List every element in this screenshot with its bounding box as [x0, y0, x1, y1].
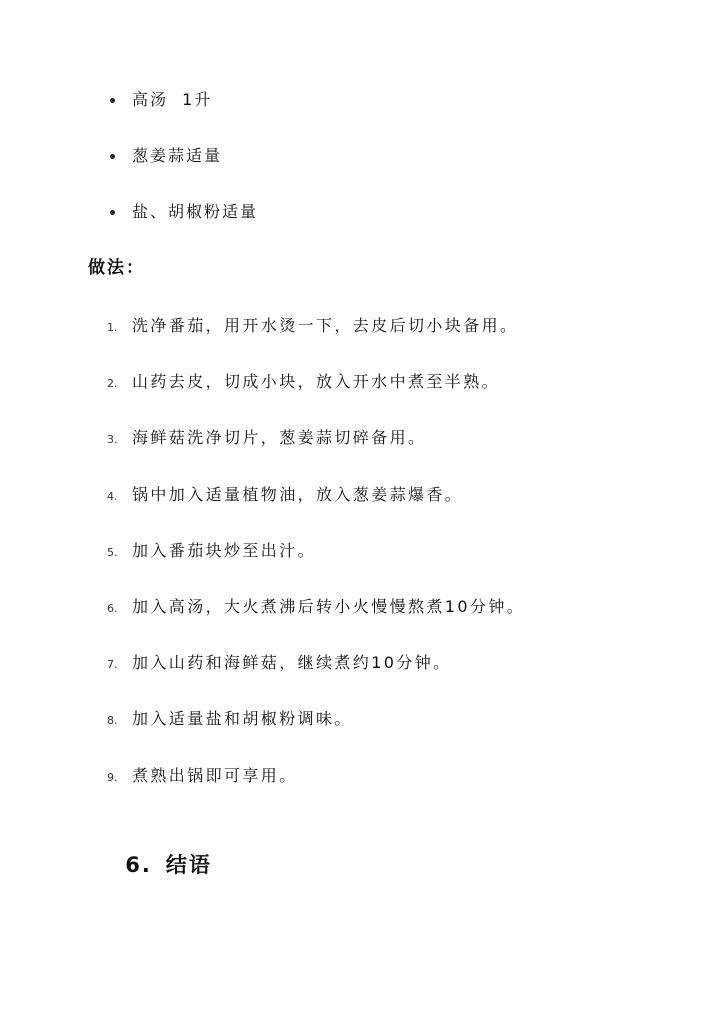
- list-item: [0, 649, 720, 705]
- step-number: 6.: [107, 601, 118, 615]
- list-item: [0, 762, 720, 818]
- list-item: [0, 142, 720, 198]
- step-text: 洗净番茄，用开水烫一下，去皮后切小块备用。: [132, 316, 519, 335]
- list-item: [0, 537, 720, 593]
- step-number: 5.: [107, 545, 118, 559]
- section-number: 6.: [125, 853, 152, 877]
- step-number: 8.: [107, 714, 118, 728]
- step-number: 1.: [107, 321, 118, 334]
- list-item: [0, 481, 720, 537]
- ingredient-text: 盐、胡椒粉适量: [132, 202, 259, 221]
- list-item: [0, 368, 720, 424]
- list-item: [0, 705, 720, 761]
- ingredient-text: 葱姜蒜适量: [132, 146, 223, 165]
- step-number: 9.: [107, 770, 118, 784]
- step-text: 加入高汤，大火煮沸后转小火慢慢熬煮10分钟。: [132, 596, 526, 616]
- step-text: 加入适量盐和胡椒粉调味。: [132, 709, 353, 729]
- ingredient-text: 高汤 1升: [132, 90, 213, 109]
- bullet-icon: [110, 154, 115, 159]
- bullet-icon: [110, 210, 115, 215]
- list-item: [0, 424, 720, 480]
- list-item: [0, 312, 720, 368]
- step-text: 锅中加入适量植物油，放入葱姜蒜爆香。: [132, 484, 464, 504]
- step-number: 3.: [107, 433, 118, 447]
- step-text: 山药去皮，切成小块，放入开水中煮至半熟。: [132, 372, 501, 392]
- step-text: 加入番茄块炒至出汁。: [132, 540, 317, 560]
- section-heading: [88, 814, 212, 916]
- step-text: 海鲜菇洗净切片，葱姜蒜切碎备用。: [132, 428, 427, 448]
- list-item: [0, 593, 720, 649]
- ingredient-list: [0, 86, 720, 254]
- list-item: [0, 198, 720, 254]
- step-text: 煮熟出锅即可享用。: [132, 765, 298, 785]
- bullet-icon: [110, 98, 115, 103]
- step-number: 2.: [107, 377, 118, 391]
- step-text: 加入山药和海鲜菇，继续煮约10分钟。: [132, 653, 452, 673]
- method-heading: 做法：: [88, 258, 145, 278]
- section-title: 结语: [165, 853, 212, 877]
- steps-list: [0, 312, 720, 818]
- step-number: 4.: [107, 489, 118, 503]
- list-item: [0, 86, 720, 142]
- step-number: 7.: [107, 658, 118, 672]
